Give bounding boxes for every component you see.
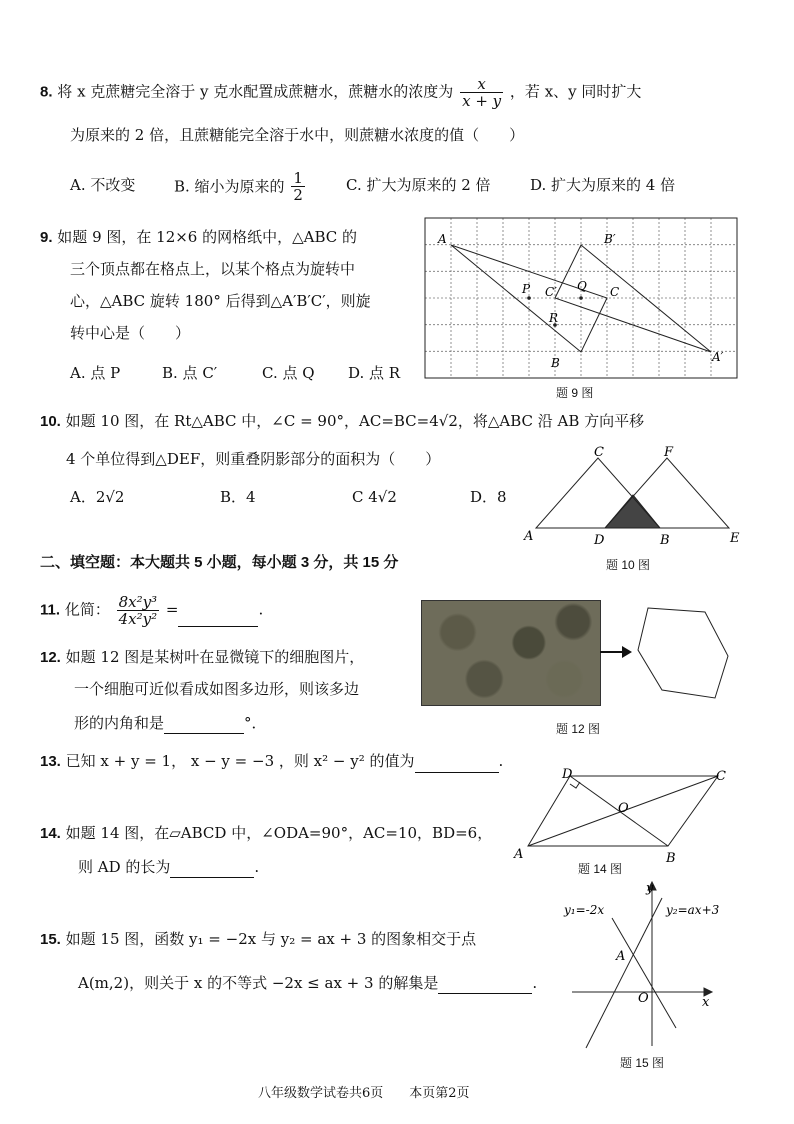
q14-label-a: A <box>514 847 524 862</box>
q9-option-d: D. 点 R <box>348 364 401 382</box>
q9-option-a: A. 点 P <box>70 364 121 382</box>
q9-text-1: 如题 9 图，在 12×6 的网格纸中，△ABC 的 <box>57 228 358 246</box>
q15-figure <box>558 878 728 1050</box>
q8-option-b-text: B. 缩小为原来的 <box>174 177 285 196</box>
q9-label-q: Q <box>577 279 587 293</box>
q14-label-b: B <box>666 851 676 864</box>
q10-label-c: C <box>594 445 604 460</box>
q12-microscope-photo <box>421 600 601 706</box>
q10-caption: 题 10 图 <box>606 558 651 572</box>
q13-text: 已知 x + y = 1， x − y = −3 ，则 x² − y² 的值为 <box>65 752 415 770</box>
q9-label-c-prime: C′ <box>545 285 557 299</box>
q9-number: 9. <box>40 229 53 246</box>
q12-figure <box>600 600 750 704</box>
q15-number: 15. <box>40 931 61 948</box>
q12-line1 <box>40 646 364 669</box>
q12-caption: 题 12 图 <box>556 722 601 736</box>
q14-caption: 题 14 图 <box>578 862 623 876</box>
q11-number: 11. <box>40 601 61 619</box>
q8-line2: 为原来的 2 倍，且蔗糖能完全溶于水中，则蔗糖水浓度的值（ ） <box>70 126 525 144</box>
q11-fraction <box>117 594 160 627</box>
q9-line2: 三个顶点都在格点上，以某个格点为旋转中 <box>70 260 356 278</box>
q15-line2 <box>78 972 537 994</box>
q8-text-a: 将 x 克蔗糖完全溶于 y 克水配置成蔗糖水，蔗糖水的浓度为 <box>57 82 454 101</box>
q13-number: 13. <box>40 753 61 770</box>
q11-text: 化简： <box>64 600 110 619</box>
q14-text-2b: . <box>254 858 260 876</box>
q15-caption: 题 15 图 <box>620 1056 665 1070</box>
q13-line <box>40 750 503 773</box>
q8-option-b-den: 2 <box>293 186 303 204</box>
q12-text-1: 如题 12 图是某树叶在显微镜下的细胞图片， <box>65 648 365 666</box>
q14-line1 <box>40 822 492 845</box>
q8-option-b <box>174 170 307 203</box>
q10-text-1: 如题 10 图，在 Rt△ABC 中，∠C = 90°，AC=BC=4√2，将△ABC 沿 AB 方向平移 <box>65 412 645 430</box>
q15-answer-blank[interactable] <box>438 993 532 994</box>
q14-label-c: C <box>716 769 726 784</box>
q9-label-r: R <box>549 311 559 325</box>
q14-figure <box>508 764 738 864</box>
q8-line1 <box>40 76 641 109</box>
q9-point-q <box>579 296 583 300</box>
q9-label-c: C <box>610 285 620 299</box>
q8-option-d: D. 扩大为原来的 4 倍 <box>530 176 676 194</box>
q15-text-2a: A(m,2)，则关于 x 的不等式 −2x ≤ ax + 3 的解集是 <box>78 974 439 992</box>
q14-number: 14. <box>40 825 61 842</box>
q10-option-d: D．8 <box>470 488 507 506</box>
q12-arrow-head <box>622 646 632 658</box>
q14-line2 <box>78 856 259 878</box>
q9-label-a-prime: A′ <box>712 350 724 364</box>
q9-option-b: B. 点 C′ <box>162 364 218 382</box>
q15-text-2b: . <box>532 974 538 992</box>
q15-line-y1 <box>586 898 662 1048</box>
q14-text-2a: 则 AD 的长为 <box>78 858 171 876</box>
q14-text-1: 如题 14 图，在▱ABCD 中，∠ODA=90°，AC=10，BD=6， <box>65 824 493 842</box>
q10-number: 10. <box>40 413 61 430</box>
q10-label-d: D <box>594 533 605 548</box>
q12-hexagon <box>638 608 728 698</box>
q9-label-a: A <box>438 232 447 246</box>
q10-option-b: B．4 <box>220 488 256 506</box>
q9-caption: 题 9 图 <box>556 386 594 400</box>
q12-number: 12. <box>40 649 61 666</box>
q10-label-a: A <box>524 529 534 544</box>
q15-label-x: x <box>702 995 710 1010</box>
q12-answer-blank[interactable] <box>164 733 244 734</box>
q10-figure <box>516 440 746 548</box>
q14-label-o: O <box>618 801 629 816</box>
q9-label-b-prime: B′ <box>604 232 616 246</box>
q11-frac-den: 4x²y² <box>118 610 158 628</box>
q11-end: . <box>258 600 264 619</box>
q13-answer-blank[interactable] <box>415 772 499 773</box>
q9-point-p <box>527 296 531 300</box>
q11-answer-blank[interactable] <box>178 626 258 627</box>
q8-option-c: C. 扩大为原来的 2 倍 <box>346 176 491 194</box>
q15-label-y: y <box>646 881 654 896</box>
q8-number: 8. <box>40 83 53 101</box>
q10-line1 <box>40 410 644 433</box>
q8-frac-num: x <box>477 75 486 93</box>
q11-line <box>40 594 263 627</box>
q11-frac-num: 8x²y³ <box>118 593 158 611</box>
q8-frac-den: x + y <box>462 92 502 110</box>
q8-fraction <box>460 76 503 109</box>
q10-option-c: C 4√2 <box>352 488 397 506</box>
q15-text-1: 如题 15 图，函数 y₁ = −2x 与 y₂ = ax + 3 的图象相交于点 <box>65 930 477 948</box>
q10-line2: 4 个单位得到△DEF，则重叠阴影部分的面积为（ ） <box>66 450 441 468</box>
q15-label-y2: y₂=ax+3 <box>666 903 720 917</box>
q15-label-a: A <box>616 949 626 964</box>
q14-answer-blank[interactable] <box>170 877 254 878</box>
q9-label-b: B <box>551 356 560 370</box>
q9-label-p: P <box>522 282 531 296</box>
q8-option-a: A. 不改变 <box>70 176 136 194</box>
q9-line3: 心，△ABC 旋转 180° 后得到△A′B′C′，则旋 <box>70 292 371 310</box>
q9-line4: 转中心是（ ） <box>70 324 191 342</box>
q10-shaded-region <box>605 495 660 528</box>
q10-label-f: F <box>664 445 674 460</box>
q14-right-angle-mark <box>570 782 580 788</box>
q8-option-b-fraction <box>291 170 305 203</box>
q12-line3 <box>74 712 267 734</box>
section-2-heading: 二、填空题：本大题共 5 小题，每小题 3 分，共 15 分 <box>40 554 399 571</box>
q10-label-e: E <box>730 531 740 546</box>
q15-label-o: O <box>638 991 649 1006</box>
q9-line1 <box>40 226 357 249</box>
q9-figure <box>420 216 742 381</box>
q12-text-3a: 形的内角和是 <box>74 714 165 732</box>
q15-label-y1: y₁=-2x <box>564 903 605 917</box>
q10-label-b: B <box>660 533 670 548</box>
page-footer: 八年级数学试卷共6页 本页第2页 <box>258 1086 470 1101</box>
q10-option-a: A．2√2 <box>70 488 125 506</box>
q12-line2: 一个细胞可近似看成如图多边形，则该多边 <box>74 680 360 698</box>
q12-text-3b: °． <box>244 714 267 732</box>
q9-option-c: C. 点 Q <box>262 364 315 382</box>
q13-end: . <box>498 752 504 770</box>
q14-label-d: D <box>562 767 573 782</box>
q8-option-b-num: 1 <box>293 169 303 187</box>
q15-line1 <box>40 928 476 951</box>
q8-text-b: ，若 x、y 同时扩大 <box>509 82 642 101</box>
q11-equals: = <box>165 600 179 619</box>
